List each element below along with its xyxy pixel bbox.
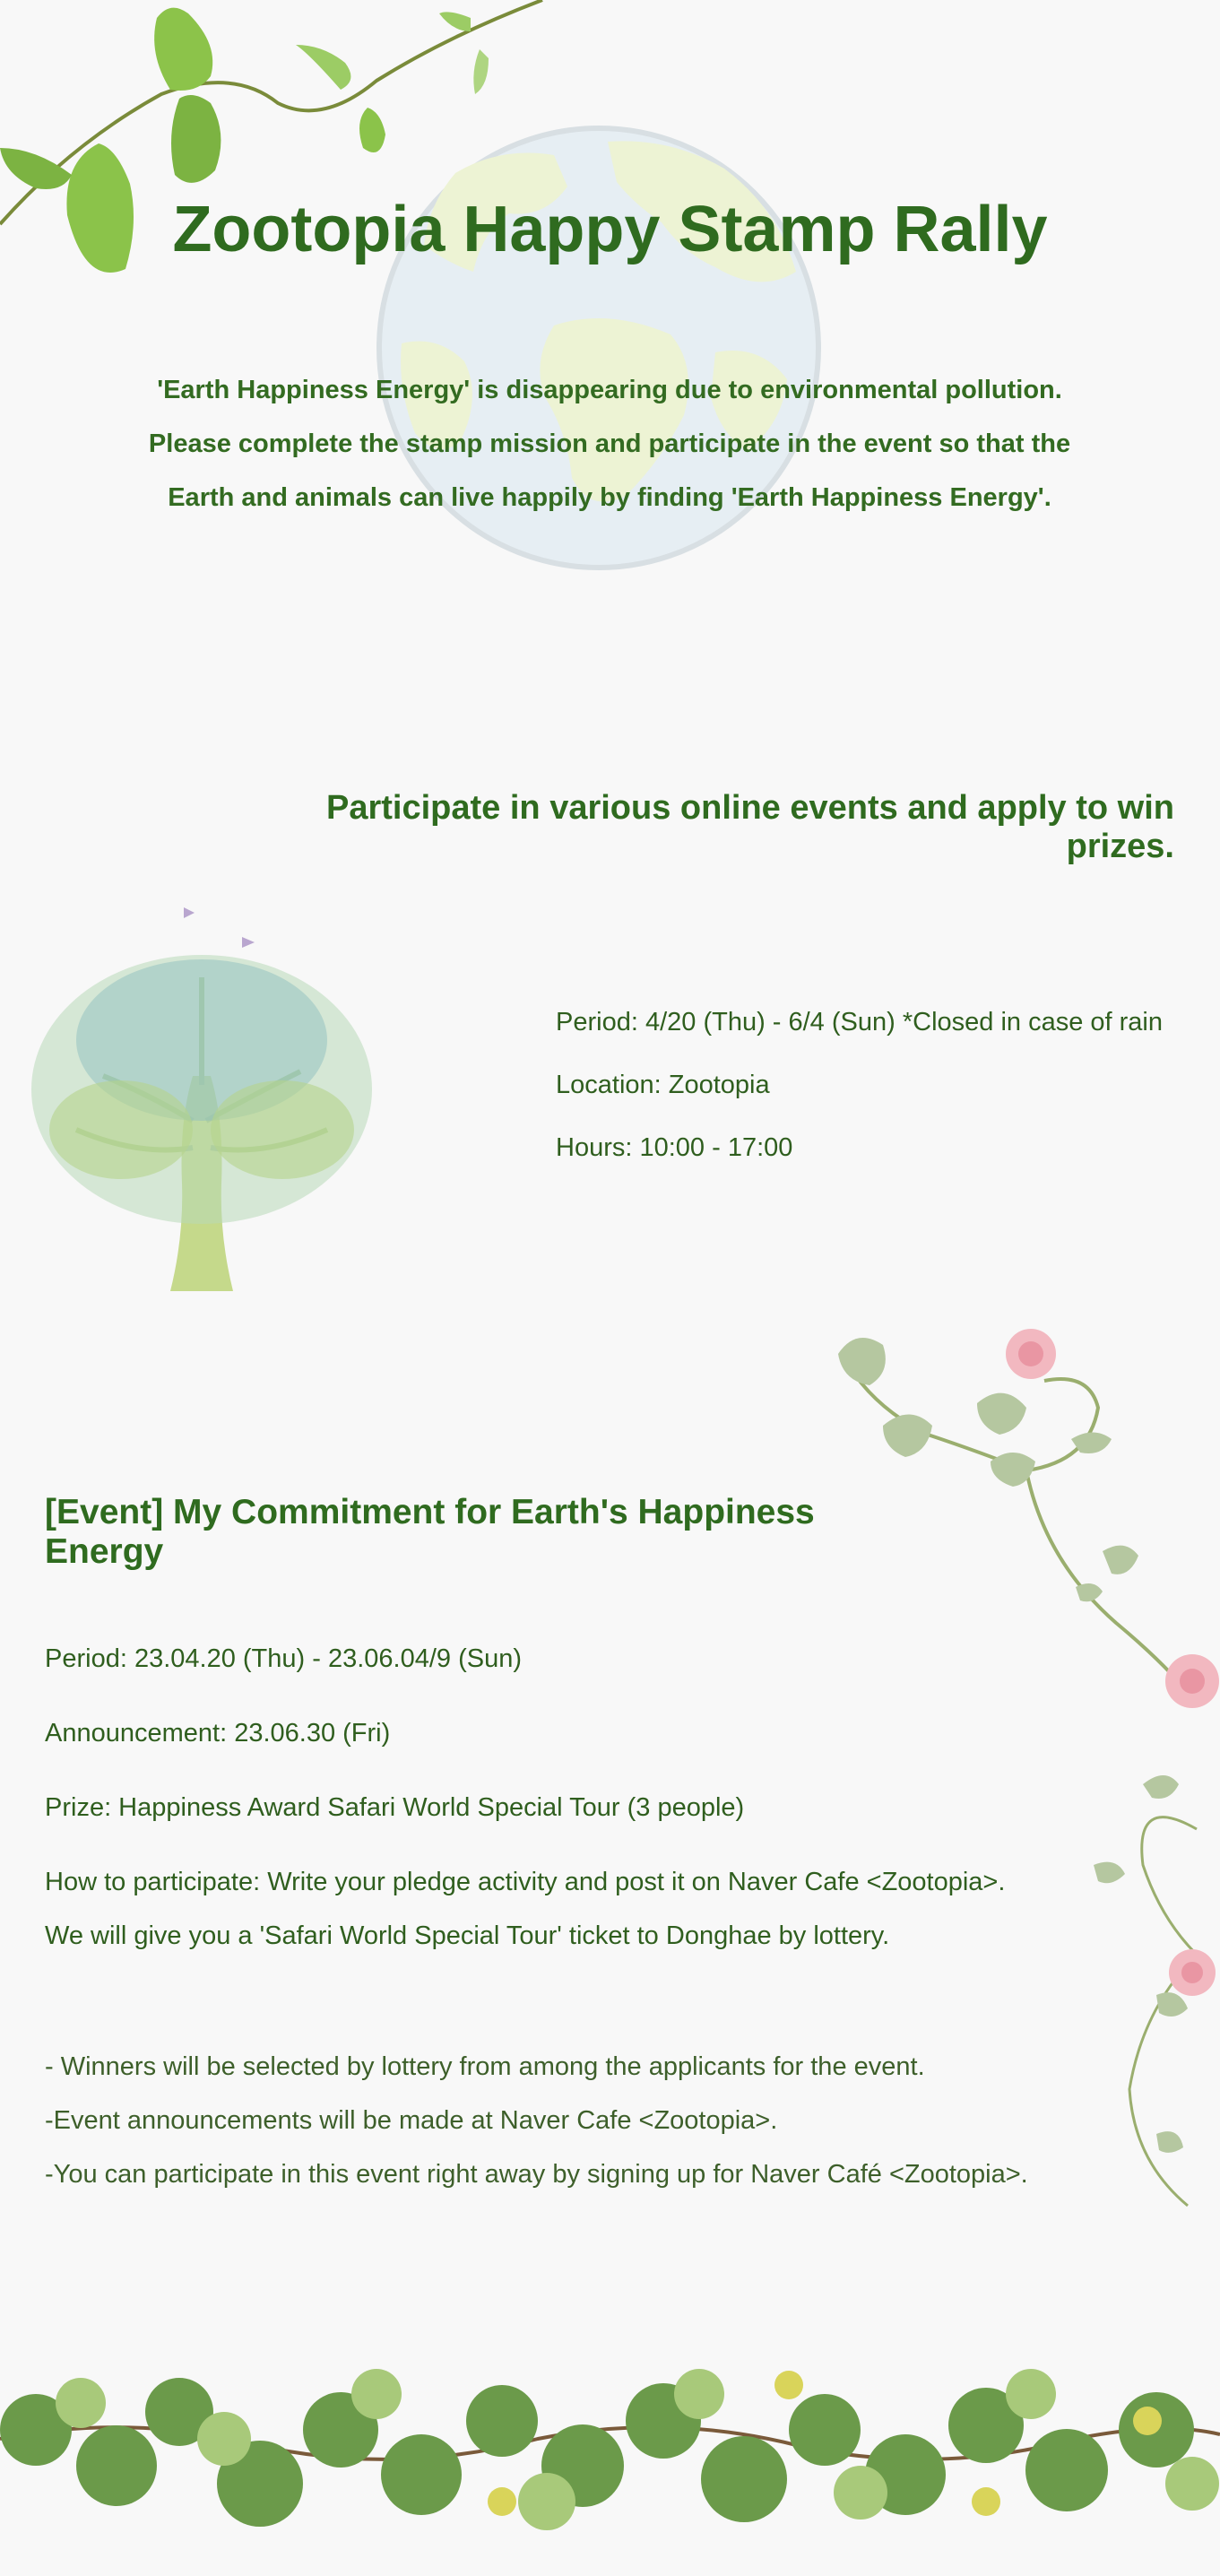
note-line: - Winners will be selected by lottery from among the applicants for the event. xyxy=(45,2052,925,2081)
tree-illustration xyxy=(22,897,381,1296)
location-text: Location: Zootopia xyxy=(556,1071,770,1099)
event-details xyxy=(45,1632,1076,1963)
intro-line: Earth and animals can live happily by finding 'Earth Happiness Energy'. xyxy=(168,483,1051,512)
event-how-to-cont: We will give you a 'Safari World Special Tour' ticket to Donghae by lottery. xyxy=(45,1921,890,1950)
period-text: Period: 4/20 (Thu) - 6/4 (Sun) *Closed in case of rain xyxy=(556,1008,1163,1036)
event-prize: Prize: Happiness Award Safari World Special Tour (3 people) xyxy=(45,1793,745,1822)
online-events-heading: Participate in various online events and apply to win prizes. xyxy=(326,789,1174,865)
ivy-border-illustration xyxy=(0,2331,1220,2576)
note-line: -Event announcements will be made at Naver Cafe <Zootopia>. xyxy=(45,2106,778,2135)
event-period: Period: 23.04.20 (Thu) - 23.06.04/9 (Sun) xyxy=(45,1644,522,1673)
intro-text xyxy=(117,363,1103,525)
event-announcement: Announcement: 23.06.30 (Fri) xyxy=(45,1719,391,1748)
event-how-to: How to participate: Write your pledge activity and post it on Naver Cafe <Zootopia>. xyxy=(45,1868,1006,1896)
event-notes xyxy=(45,2040,1120,2201)
online-events-info xyxy=(556,991,1210,1179)
hours-text: Hours: 10:00 - 17:00 xyxy=(556,1133,793,1162)
note-line: -You can participate in this event right away by signing up for Naver Café <Zootopia>. xyxy=(45,2160,1028,2189)
intro-line: 'Earth Happiness Energy' is disappearing due to environmental pollution. xyxy=(157,376,1062,404)
intro-line: Please complete the stamp mission and participate in the event so that the xyxy=(148,429,1071,458)
event-title: [Event] My Commitment for Earth's Happiness Energy xyxy=(45,1493,815,1571)
page-title: Zootopia Happy Stamp Rally xyxy=(172,194,1048,265)
